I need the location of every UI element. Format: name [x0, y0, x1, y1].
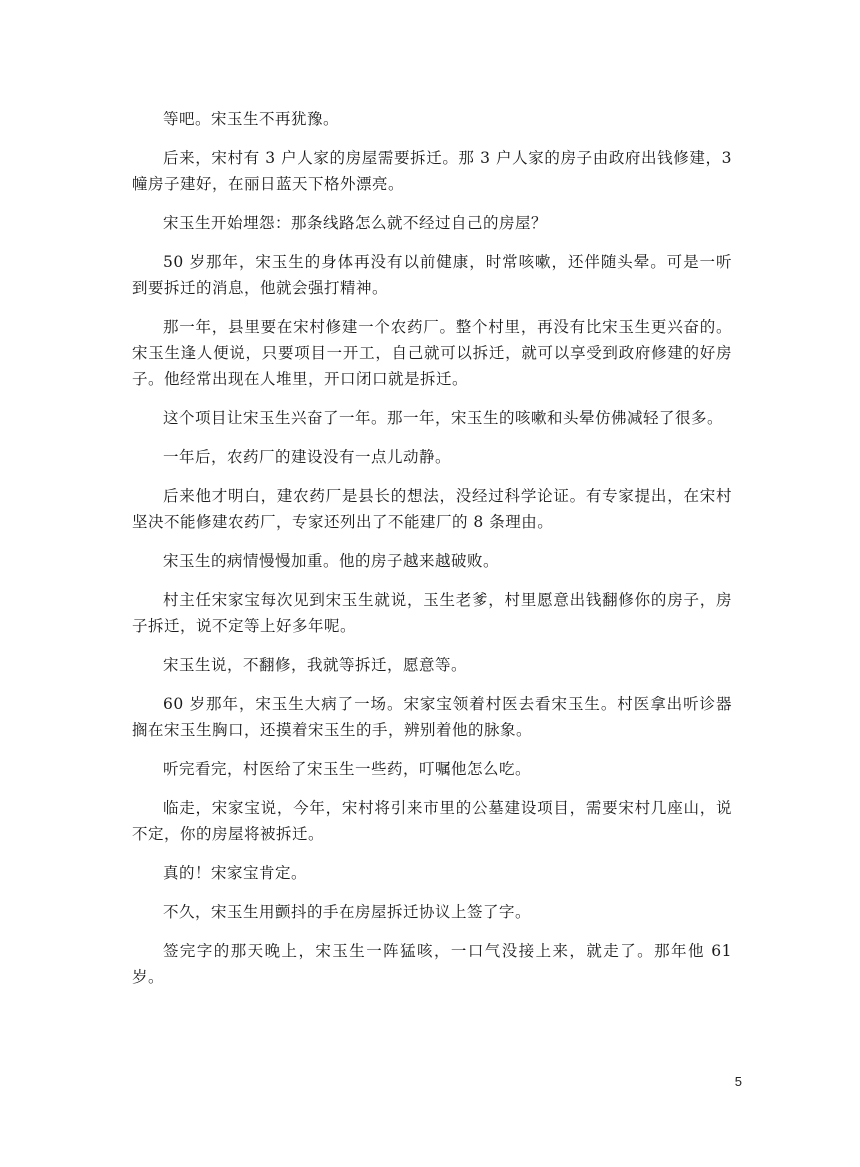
- paragraph: 签完字的那天晚上，宋玉生一阵猛咳，一口气没接上来，就走了。那年他 61 岁。: [132, 942, 732, 986]
- paragraph: 听完看完，村医给了宋玉生一些药，叮嘱他怎么吃。: [163, 760, 532, 778]
- paragraph: 等吧。宋玉生不再犹豫。: [163, 110, 340, 128]
- paragraph: 60 岁那年，宋玉生大病了一场。宋家宝领着村医去看宋玉生。村医拿出听诊器搁在宋玉生胸口，还摸着宋玉生的手，辨别着他的脉象。: [132, 695, 732, 739]
- paragraph: 临走，宋家宝说，今年，宋村将引来市里的公墓建设项目，需要宋村几座山，说不定，你的房屋将被拆迁。: [132, 799, 732, 843]
- paragraph: 不久，宋玉生用颤抖的手在房屋拆迁协议上签了字。: [163, 903, 532, 921]
- paragraph: 宋玉生的病情慢慢加重。他的房子越来越破败。: [163, 552, 500, 570]
- paragraph: 一年后，农药厂的建设没有一点儿动静。: [163, 448, 452, 466]
- paragraph: 这个项目让宋玉生兴奋了一年。那一年，宋玉生的咳嗽和头晕仿佛减轻了很多。: [163, 409, 724, 427]
- paragraph: 真的！宋家宝肯定。: [163, 864, 308, 882]
- page-number: 5: [734, 1074, 742, 1089]
- paragraph: 后来他才明白，建农药厂是县长的想法，没经过科学论证。有专家提出，在宋村坚决不能修建农药厂，专家还列出了不能建厂的 8 条理由。: [132, 487, 732, 531]
- paragraph: 那一年，县里要在宋村修建一个农药厂。整个村里，再没有比宋玉生更兴奋的。宋玉生逢人便说，只要项目一开工，自己就可以拆迁，就可以享受到政府修建的好房子。他经常出现在人堆里，开口闭口就是拆迁。: [132, 318, 732, 388]
- paragraph: 宋玉生开始埋怨：那条线路怎么就不经过自己的房屋？: [163, 214, 548, 232]
- paragraph: 宋玉生说，不翻修，我就等拆迁，愿意等。: [163, 656, 468, 674]
- paragraph: 村主任宋家宝每次见到宋玉生就说，玉生老爹，村里愿意出钱翻修你的房子，房子拆迁，说不定等上好多年呢。: [132, 591, 732, 635]
- paragraph: 50 岁那年，宋玉生的身体再没有以前健康，时常咳嗽，还伴随头晕。可是一听到要拆迁的消息，他就会强打精神。: [132, 253, 732, 297]
- body-text: [132, 106, 732, 1003]
- paragraph: 后来，宋村有 3 户人家的房屋需要拆迁。那 3 户人家的房子由政府出钱修建，3 幢房子建好，在丽日蓝天下格外漂亮。: [132, 149, 732, 193]
